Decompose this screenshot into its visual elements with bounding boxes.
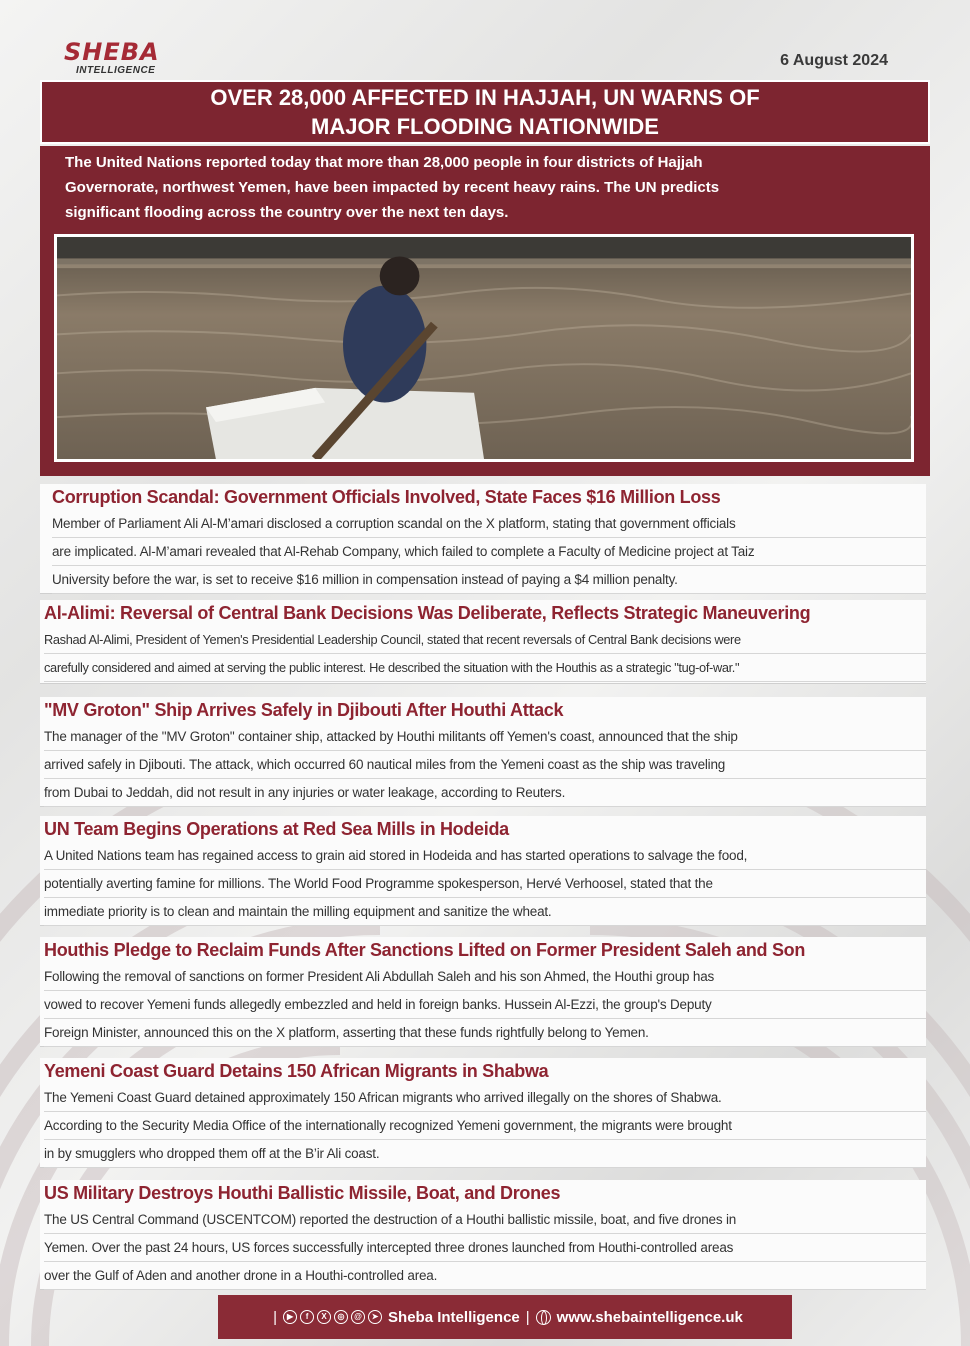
article-line: immediate priority is to clean and maintain the milling equipment and sanitize the wheat. — [44, 898, 926, 926]
article-line: A United Nations team has regained access to grain aid stored in Hodeida and has started operations to salvage the food, — [44, 842, 926, 870]
article-5-body — [44, 963, 926, 1047]
lead-section — [40, 146, 930, 476]
article-6-body — [44, 1084, 926, 1168]
article-line: Foreign Minister, announced this on the X platform, asserting that these funds rightfully belong to Yemen. — [44, 1019, 926, 1047]
article-5-title: Houthis Pledge to Reclaim Funds After Sanctions Lifted on Former President Saleh and Son — [44, 940, 806, 960]
article-line: Yemen. Over the past 24 hours, US forces successfully intercepted three drones launched from Houthi-controlled areas — [44, 1234, 926, 1262]
headline: OVER 28,000 AFFECTED IN HAJJAH, UN WARNS OF MAJOR FLOODING NATIONWIDE — [210, 85, 760, 139]
issue-date: 6 August 2024 — [780, 52, 888, 69]
logo-subtitle: INTELLIGENCE — [76, 65, 156, 76]
article-1-title: Corruption Scandal: Government Officials Involved, State Faces $16 Million Loss — [52, 487, 721, 507]
article-7-title: US Military Destroys Houthi Ballistic Missile, Boat, and Drones — [44, 1183, 561, 1203]
article-4-title: UN Team Begins Operations at Red Sea Mills in Hodeida — [44, 819, 509, 839]
telegram-icon[interactable]: ➤ — [368, 1310, 382, 1324]
globe-icon — [536, 1310, 551, 1325]
lead-line: Governorate, northwest Yemen, have been impacted by recent heavy rains. The UN predicts — [65, 179, 720, 196]
article-line: Following the removal of sanctions on former President Ali Abdullah Saleh and his son Ahmed, the Houthi group has — [44, 963, 926, 991]
article-1-body — [52, 510, 926, 594]
article-line: in by smugglers who dropped them off at the B’ir Ali coast. — [44, 1140, 926, 1168]
article-line: from Dubai to Jeddah, did not result in any injuries or water leakage, according to Reuters. — [44, 779, 926, 807]
article-line: arrived safely in Djibouti. The attack, which occurred 60 nautical miles from the Yemeni coast as the ship was traveling — [44, 751, 926, 779]
article-line: University before the war, is set to receive $16 million in compensation instead of paying a $4 million penalty. — [52, 566, 926, 594]
sheba-logo — [64, 38, 184, 78]
article-line: Member of Parliament Ali Al-M’amari disclosed a corruption scandal on the X platform, stating that government officials — [52, 510, 926, 538]
footer-bar: | ▶ f X ◎ @ ➤ Sheba Intelligence | www.shebaintelligence.uk — [218, 1295, 792, 1339]
article-line: over the Gulf of Aden and another drone in a Houthi-controlled area. — [44, 1262, 926, 1290]
headline-banner — [40, 80, 930, 144]
article-7-body — [44, 1206, 926, 1290]
article-line: The Yemeni Coast Guard detained approximately 150 African migrants who arrived illegally on the shores of Shabwa. — [44, 1084, 926, 1112]
facebook-icon[interactable]: f — [300, 1310, 314, 1324]
lead-line: significant flooding across the country over the next ten days. — [65, 204, 509, 221]
article-line: are implicated. Al-M’amari revealed that Al-Rehab Company, which failed to complete a Faculty of Medicine project at Taiz — [52, 538, 926, 566]
instagram-icon[interactable]: ◎ — [334, 1310, 348, 1324]
lead-paragraph — [65, 150, 905, 225]
flood-photo — [54, 234, 914, 462]
youtube-icon[interactable]: ▶ — [283, 1310, 297, 1324]
article-line: carefully considered and aimed at serving the public interest. He described the situation with the Houthis as a strategic "tug-of-war." — [44, 654, 926, 682]
article-3-body — [44, 723, 926, 807]
article-line: vowed to recover Yemeni funds allegedly embezzled and held in foreign banks. Hussein Al-Ezzi, the group's Deputy — [44, 991, 926, 1019]
article-line: The US Central Command (USCENTCOM) reported the destruction of a Houthi ballistic missile, boat, and five drones in — [44, 1206, 926, 1234]
footer-website-link[interactable]: www.shebaintelligence.uk — [556, 1308, 743, 1326]
footer-brand-label[interactable]: Sheba Intelligence — [388, 1308, 520, 1326]
lead-line: The United Nations reported today that more than 28,000 people in four districts of Hajjah — [65, 154, 703, 171]
article-line: potentially averting famine for millions. The World Food Programme spokesperson, Hervé Verhoosel, stated that the — [44, 870, 926, 898]
logo-wordmark: SHEBA — [64, 38, 160, 66]
flood-photo-illustration — [57, 237, 911, 459]
threads-icon[interactable]: @ — [351, 1310, 365, 1324]
article-6-title: Yemeni Coast Guard Detains 150 African Migrants in Shabwa — [44, 1061, 549, 1081]
article-line: According to the Security Media Office of the internationally recognized Yemeni government, the migrants were brought — [44, 1112, 926, 1140]
article-2-title: Al-Alimi: Reversal of Central Bank Decisions Was Deliberate, Reflects Strategic Maneuvering — [44, 603, 811, 623]
x-icon[interactable]: X — [317, 1310, 331, 1324]
article-2-body — [44, 626, 926, 682]
article-4-body — [44, 842, 926, 926]
article-line: Rashad Al-Alimi, President of Yemen's Presidential Leadership Council, stated that recent reversals of Central Bank decisions were — [44, 626, 926, 654]
article-line: The manager of the "MV Groton" container ship, attacked by Houthi militants off Yemen's coast, announced that the ship — [44, 723, 926, 751]
article-3-title: "MV Groton" Ship Arrives Safely in Djibouti After Houthi Attack — [44, 700, 564, 720]
